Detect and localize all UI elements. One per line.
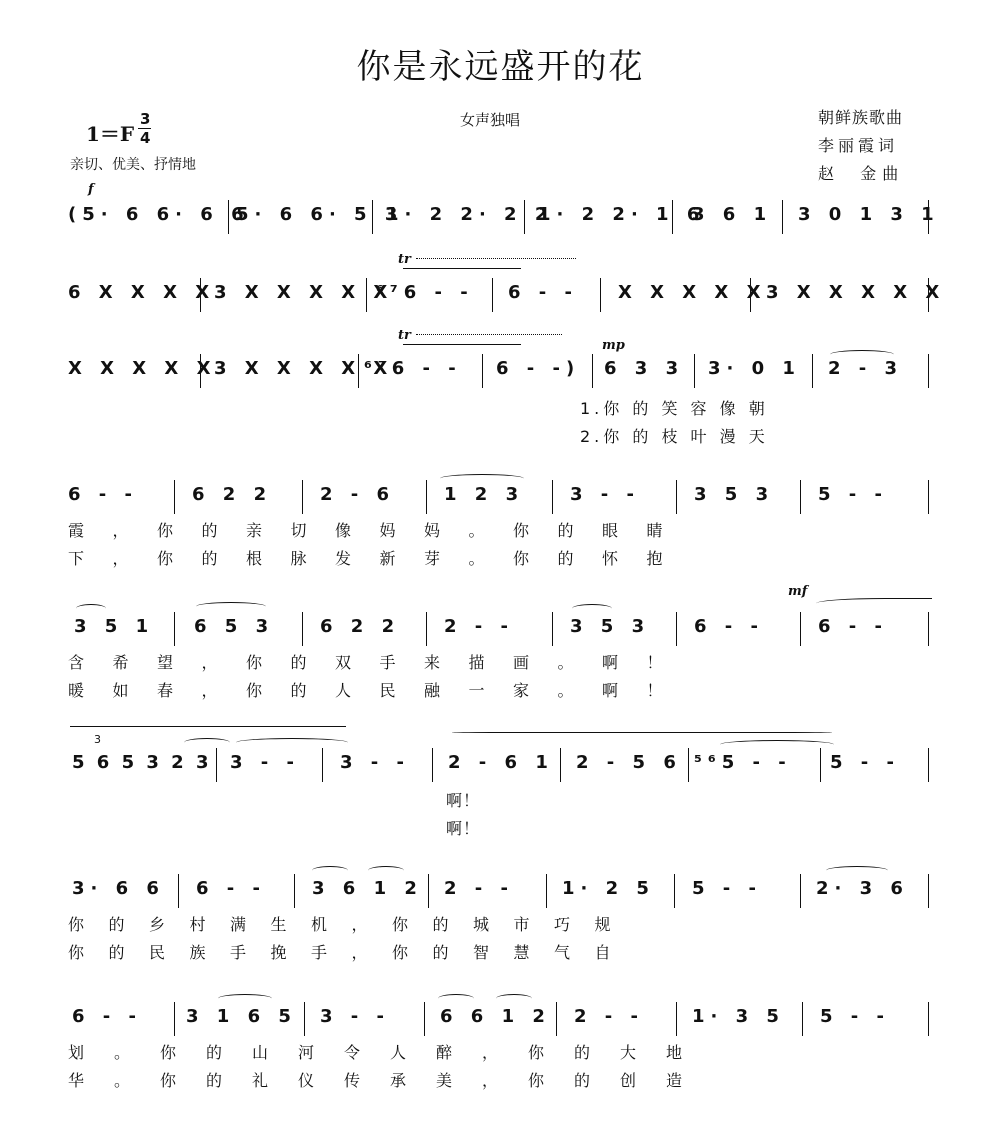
barline (688, 748, 689, 782)
barline (676, 612, 677, 646)
measure: 3 1 6 5 (186, 1006, 297, 1027)
barline (674, 874, 675, 908)
barline (928, 748, 929, 782)
measure: ⁶⁷6 - - (376, 282, 474, 303)
barline (302, 612, 303, 646)
barline (366, 278, 367, 312)
measure: 6 - - (694, 616, 764, 637)
credit-music (818, 166, 904, 182)
measure: (5· 6 6· 6 6 (68, 204, 250, 225)
score-title: 你是永远盛开的花 (356, 47, 645, 87)
measure: 6 2 2 (320, 616, 401, 637)
barline (928, 200, 929, 234)
barline (928, 874, 929, 908)
lyrics-verse-1: 含希望，你的双手来描画。啊！ (68, 653, 692, 672)
measure: ⁶⁷6 - - (364, 358, 462, 379)
lyrics-verse-1: 霞，你的亲切像妈妈。你的眼睛 (68, 521, 692, 540)
measure: 5 - - (830, 752, 900, 773)
barline (174, 1002, 175, 1036)
barline (200, 354, 201, 388)
time-signature-numerator: 3 (140, 110, 151, 128)
lyrics-verse-1: 划。你的山河令人醉，你的大地 (68, 1043, 713, 1062)
measure: 3 - - (570, 484, 640, 505)
barline (800, 612, 801, 646)
barline (556, 1002, 557, 1036)
barline (358, 354, 359, 388)
measure: 2 - - (574, 1006, 644, 1027)
measure: 6 - - (68, 484, 138, 505)
barline (552, 480, 553, 514)
barline (372, 200, 373, 234)
measure: 1· 2 2· 2 2 (386, 204, 554, 225)
lyrics-verse-1: 1.你 的 笑 容 像 朝 (580, 399, 769, 418)
credit-origin: 朝鲜族歌曲 (818, 108, 904, 127)
dynamic-forte: f (88, 182, 94, 197)
measure: 1· 2 2· 1 6 (538, 204, 706, 225)
measure: 1· 2 5 (562, 878, 655, 899)
measure: 6 - - (196, 878, 266, 899)
barline (600, 278, 601, 312)
measure: 5 - - (818, 484, 888, 505)
barline (820, 748, 821, 782)
measure: 6 3 3 (604, 358, 685, 379)
trill-mark: tr (398, 328, 411, 343)
barline (672, 200, 673, 234)
lyrics-verse-1: 啊！ (446, 791, 481, 810)
measure: 6 - - (72, 1006, 142, 1027)
time-signature-denominator: 4 (140, 129, 151, 147)
barline (800, 874, 801, 908)
measure: 6 - -) (496, 358, 581, 379)
trill-mark: tr (398, 252, 411, 267)
barline (546, 874, 547, 908)
barline (524, 200, 525, 234)
measure: 6 - - (818, 616, 888, 637)
measure: 3 X X X X X (214, 282, 394, 303)
measure: ⁵⁶5 - - (694, 752, 792, 773)
measure: 6 5 3 (194, 616, 275, 637)
measure: 2· 3 6 (816, 878, 909, 899)
lyrics-verse-2: 下，你的根脉发新芽。你的怀抱 (68, 549, 692, 568)
measure: 6 X X X X (68, 282, 216, 303)
barline (928, 278, 929, 312)
tie (403, 344, 521, 345)
barline (216, 748, 217, 782)
lyrics-verse-1: 你的乡村满生机，你的城市巧规 (68, 915, 636, 934)
dynamic-mezzo-piano: mp (602, 338, 625, 353)
barline (800, 480, 801, 514)
barline (174, 612, 175, 646)
measure: 2 - 5 6 (576, 752, 682, 773)
measure: 5 - - (820, 1006, 890, 1027)
lyrics-verse-2: 你的民族手挽手，你的智慧气自 (68, 943, 636, 962)
barline (200, 278, 201, 312)
barline (432, 748, 433, 782)
barline (928, 612, 929, 646)
barline (750, 278, 751, 312)
barline (322, 748, 323, 782)
barline (228, 200, 229, 234)
barline (812, 354, 813, 388)
measure: 2 - 6 (320, 484, 396, 505)
measure: 5 - - (692, 878, 762, 899)
measure: 3 0 1 3 1 (798, 204, 940, 225)
key-signature: 1＝F (86, 122, 135, 146)
barline (560, 748, 561, 782)
credit-lyrics: 李丽霞词 (818, 136, 899, 155)
barline (592, 354, 593, 388)
measure: 2 - - (444, 616, 514, 637)
measure: 6 2 2 (192, 484, 273, 505)
measure: 2 - 3 (828, 358, 904, 379)
barline (492, 278, 493, 312)
trill-line (416, 334, 562, 335)
barline (802, 1002, 803, 1036)
measure: 2 - - (444, 878, 514, 899)
slur (70, 726, 346, 727)
barline (426, 612, 427, 646)
measure: 6 - - (508, 282, 578, 303)
measure: 1 2 3 (444, 484, 525, 505)
measure: 3 6 1 2 (312, 878, 423, 899)
barline (552, 612, 553, 646)
credit-music-surname: 赵 (818, 164, 835, 183)
measure: 3 5 3 (694, 484, 775, 505)
barline (928, 1002, 929, 1036)
measure: 3 5 3 (570, 616, 651, 637)
lyrics-verse-2: 暖如春，你的人民融一家。啊！ (68, 681, 692, 700)
dynamic-mezzo-forte: mf (788, 584, 808, 599)
barline (694, 354, 695, 388)
barline (428, 874, 429, 908)
measure: X X X X X (68, 358, 217, 379)
measure: 3· 6 6 (72, 878, 165, 899)
tie (816, 598, 932, 607)
measure: 3 X X X X X (214, 358, 394, 379)
measure: 3 6 1 (692, 204, 773, 225)
barline (294, 874, 295, 908)
voice-type: 女声独唱 (460, 111, 521, 129)
measure: 3 - - (320, 1006, 390, 1027)
measure: 6 6 1 2 (440, 1006, 551, 1027)
barline (482, 354, 483, 388)
lyrics-verse-2: 华。你的礼仪传承美，你的创造 (68, 1071, 713, 1090)
measure: 5 6 5 3 2 3 (72, 752, 212, 773)
barline (676, 480, 677, 514)
barline (782, 200, 783, 234)
credit-music-rest: 金曲 (860, 164, 905, 183)
tempo-marking: 亲切、优美、抒情地 (70, 157, 196, 173)
barline (304, 1002, 305, 1036)
measure: X X X X X (618, 282, 767, 303)
measure: 1· 3 5 (692, 1006, 785, 1027)
barline (302, 480, 303, 514)
measure: 5· 6 6· 5 3 (236, 204, 404, 225)
lyrics-verse-2: 2.你 的 枝 叶 漫 天 (580, 427, 769, 446)
measure: 3 - - (230, 752, 300, 773)
measure: 3 X X X X X (766, 282, 946, 303)
barline (426, 480, 427, 514)
tie (403, 268, 521, 269)
measure: 3· 0 1 (708, 358, 801, 379)
measure: 3 - - (340, 752, 410, 773)
barline (676, 1002, 677, 1036)
trill-line (416, 258, 576, 259)
barline (928, 354, 929, 388)
measure: 3 5 1 (74, 616, 155, 637)
barline (424, 1002, 425, 1036)
barline (928, 480, 929, 514)
lyrics-verse-2: 啊！ (446, 819, 481, 838)
barline (178, 874, 179, 908)
barline (174, 480, 175, 514)
triplet-mark: 3 (94, 733, 101, 746)
measure: 2 - 6 1 (448, 752, 554, 773)
